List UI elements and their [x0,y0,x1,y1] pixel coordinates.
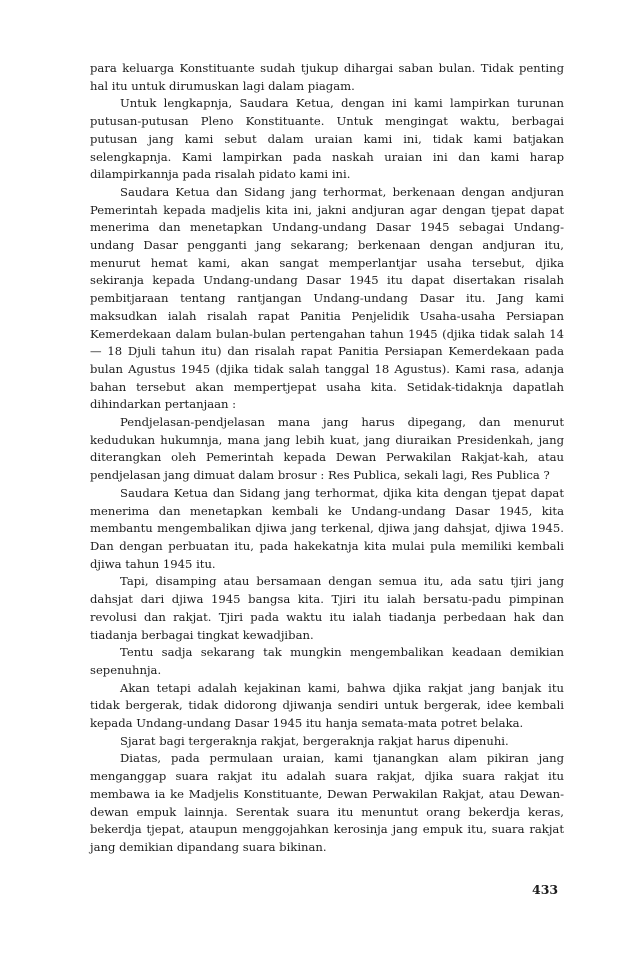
page-number: 433 [532,882,559,897]
paragraph-7: Tentu sadja sekarang tak mungkin mengembalikan keadaan demikian sepenuhnja. [90,645,564,677]
paragraph-8: Akan tetapi adalah kejakinan kami, bahwa djika rakjat jang banjak itu tidak bergerak, tidak didorong djiwanja sendiri untuk bergerak, idee kembali kepada Undang-undang Dasar 1945 itu hanja semata-mata potret belaka. [90,680,564,731]
body-text [90,60,564,857]
paragraph-1: para keluarga Konstituante sudah tjukup dihargai saban bulan. Tidak penting hal itu untuk dirumuskan lagi dalam piagam. [90,61,564,93]
paragraph-10: Diatas, pada permulaan uraian, kami tjanangkan alam pikiran jang menganggap suara rakjat itu adalah suara rakjat, djika suara rakjat itu membawa ia ke Madjelis Konstituante, Dewan Perwakilan Rakjat, atau Dewan-dewan empuk lainnja. Serentak suara itu menuntut orang bekerdja keras, bekerdja tjepat, ataupun menggojahkan kerosinja jang empuk itu, suara rakjat jang demikian dipandang suara bikinan. [90,751,564,854]
paragraph-6: Tapi, disamping atau bersamaan dengan semua itu, ada satu tjiri jang dahsjat dari djiwa 1945 bangsa kita. Tjiri itu ialah bersatu-padu pimpinan revolusi dan rakjat. Tjiri pada waktu itu ialah tiadanja perbedaan hak dan tiadanja berbagai tingkat kewadjiban. [90,574,564,642]
paragraph-5: Saudara Ketua dan Sidang jang terhormat, djika kita dengan tjepat dapat menerima dan menetapkan kembali ke Undang-undang Dasar 1945, kita membantu mengembalikan djiwa jang terkenal, djiwa jang dahsjat, djiwa 1945. Dan dengan perbuatan itu, pada hakekatnja kita mulai pula memiliki kembali djiwa tahun 1945 itu. [90,485,564,571]
paragraph-3: Saudara Ketua dan Sidang jang terhormat, berkenaan dengan andjuran Pemerintah kepada madjelis kita ini, jakni andjuran agar dengan tjepat dapat menerima dan menetapkan Undang-undang Dasar 1945 sebagai Undang-undang Dasar pengganti jang sekarang; berkenaan dengan andjuran itu, menurut hemat kami, akan sangat memperlantjar usaha tersebut, djika sekiranja kepada Undang-undang Dasar 1945 itu dapat disertakan risalah pembitjaraan tentang rantjangan Undang-undang Dasar itu. Jang kami maksudkan ialah risalah rapat Panitia Penjelidik Usaha-usaha Persiapan Kemerdekaan dalam bulan-bulan pertengahan tahun 1945 (djika tidak salah 14 — 18 Djuli tahun itu) dan risalah rapat Panitia Persiapan Kemerdekaan pada bulan Agustus 1945 (djika tidak salah tanggal 18 Agustus). Kami rasa, adanja bahan tersebut akan mempertjepat usaha kita. Setidak-tidaknja dapatlah dihindarkan pertanjaan : [90,184,564,412]
paragraph-2: Untuk lengkapnja, Saudara Ketua, dengan ini kami lampirkan turunan putusan-putusan Pleno Konstituante. Untuk mengingat waktu, berbagai putusan jang kami sebut dalam uraian kami ini, tidak kami batjakan selengkapnja. Kami lampirkan pada naskah uraian ini dan kami harap dilampirkannja pada risalah pidato kami ini. [90,96,564,182]
paragraph-4: Pendjelasan-pendjelasan mana jang harus dipegang, dan menurut kedudukan hukumnja, mana jang lebih kuat, jang diuraikan Presidenkah, jang diterangkan oleh Pemerintah kepada Dewan Perwakilan Rakjat-kah, atau pendjelasan jang dimuat dalam brosur : Res Publica, sekali lagi, Res Publica ? [90,415,564,483]
paragraph-9: Sjarat bagi tergeraknja rakjat, bergeraknja rakjat harus dipenuhi. [120,733,509,748]
